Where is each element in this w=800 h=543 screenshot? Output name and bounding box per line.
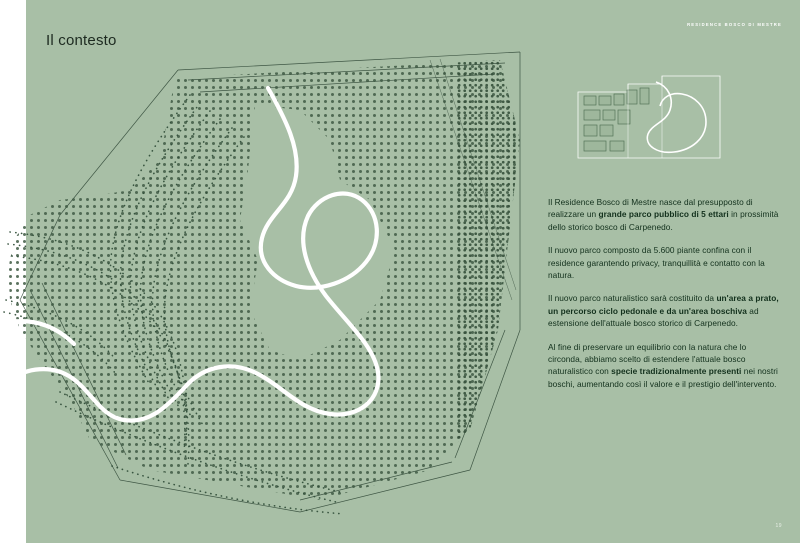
page-title: Il contesto [46,32,117,49]
para1-part-a: Il Residence Bosco di Mestre nasce dal presupposto di realizzare un [548,197,753,220]
paragraph-2: Il nuovo parco composto da 5.600 piante confina con il residence garantendo privacy, tranquillità e contatto con la natura. [548,245,765,281]
para3-part-c: ad estensione dell'attuale bosco storico di Carpenedo. [548,305,759,329]
paragraph-1 [548,196,780,233]
paragraph-4 [548,341,780,391]
para3-part-a: Il nuovo parco naturalistico sarà costituito da [548,293,717,304]
key-plan-site-location [570,62,730,172]
para4-part-c: nei nostri boschi, aumentando così il valore e il prestigio dell'intervento. [548,366,778,389]
para1-part-c: in prossimità dello storico bosco di Carpenedo. [548,209,779,232]
para4-part-a: Al fine di preservare un equilibrio con la natura che lo circonda, abbiamo scelto di estendere l'attuale bosco naturalistico con [548,341,747,377]
page-number: 19 [775,523,782,529]
running-header: RESIDENCE BOSCO DI MESTRE [687,22,782,27]
body-text-column [548,196,780,390]
para3-highlight: un'area a prato, un percorso ciclo pedonale e da un'area boschiva [548,293,779,316]
paragraph-3 [548,292,780,329]
para4-highlight: specie tradizionalmente presenti [611,366,742,377]
para1-highlight: grande parco pubblico di 5 ettari [598,209,729,220]
